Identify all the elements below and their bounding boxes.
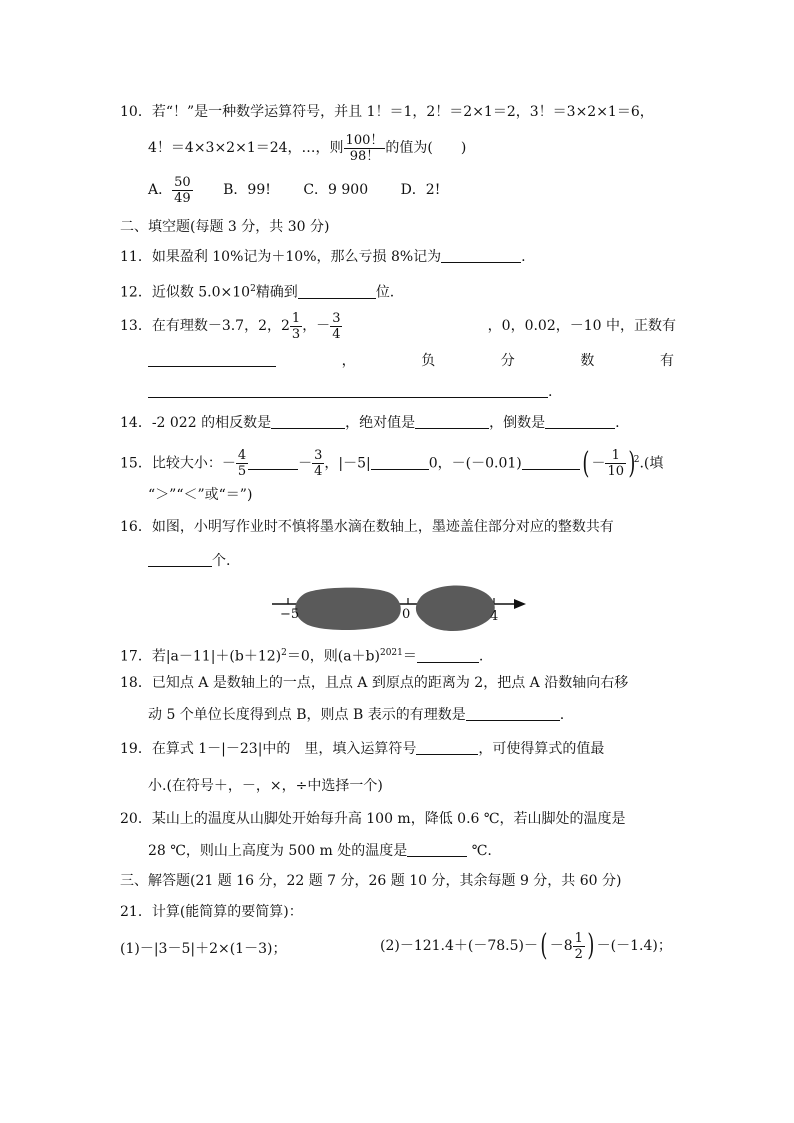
q15-blank-3[interactable] xyxy=(522,455,580,470)
q15-pre: 15．比较大小：－ xyxy=(120,455,236,472)
ink-blot-left xyxy=(295,588,401,630)
q15-exponent: 2 xyxy=(633,455,640,465)
q13-frac-num: 3 xyxy=(332,310,341,326)
q15-fraction-1 xyxy=(236,448,248,479)
q17-answer-blank[interactable] xyxy=(417,648,479,663)
q17-exponent-2: 2021 xyxy=(379,648,403,658)
q21-p2-num: 1 xyxy=(574,930,583,946)
q20-line1: 20．某山上的温度从山脚处开始每升高 100 m，降低 0.6 ℃，若山脚处的温度是 xyxy=(120,811,626,827)
q20-line2-pre: 28 ℃，则山上高度为 500 m 处的温度是 xyxy=(148,843,408,859)
q20-end: ℃. xyxy=(467,843,492,859)
ink-blot-right xyxy=(416,585,495,631)
q17-eq: ＝ xyxy=(402,648,417,665)
q18-line1: 18．已知点 A 是数轴上的一点，且点 A 到原点的距离为 2，把点 A 沿数轴向右移 xyxy=(120,675,629,691)
q10-line1: 10．若“！”是一种数学运算符号，并且 1！＝1，2！＝2×1＝2，3！＝3×2×1＝6， xyxy=(120,104,654,120)
q13-end: . xyxy=(548,384,553,400)
q13-line3 xyxy=(148,383,552,401)
q14-reciprocal-blank[interactable] xyxy=(545,414,615,429)
q19-pre: 19．在算式 1－|－23|中的 里，填入运算符号 xyxy=(120,741,417,757)
q14-opposite-blank[interactable] xyxy=(271,414,345,429)
q10-options xyxy=(148,172,440,208)
q15-blank-2[interactable] xyxy=(371,455,429,470)
q17-exponent-1: 2 xyxy=(281,648,287,658)
q13-line1 xyxy=(120,308,676,344)
q13-positive-blank[interactable] xyxy=(148,352,276,367)
q12-end: 位. xyxy=(375,284,395,301)
q20-answer-blank[interactable] xyxy=(407,842,467,857)
number-line-figure xyxy=(268,582,534,634)
q19-line1 xyxy=(120,740,604,758)
q13-post: ，0，0.02，－10 中，正数有 xyxy=(487,318,676,334)
q21-title: 21．计算(能简算的要简算)： xyxy=(120,904,303,920)
q15-fraction-3 xyxy=(605,448,626,479)
q18-answer-blank[interactable] xyxy=(466,706,560,721)
q13-mixed-fraction xyxy=(290,311,302,342)
q18-end: . xyxy=(559,707,565,723)
q15-fraction-2 xyxy=(312,448,324,479)
q13-mixed-num: 1 xyxy=(291,310,301,326)
q13-word-2: 分 xyxy=(500,353,515,369)
q10-option-a-den: 49 xyxy=(174,190,191,206)
q12 xyxy=(120,280,394,302)
q16-end: 个. xyxy=(212,553,231,569)
q13-negative-fraction-blank[interactable] xyxy=(148,383,548,398)
q15-paren-open: ( xyxy=(582,445,590,481)
q15-neg: － xyxy=(591,455,606,472)
q12-mid: 精确到 xyxy=(255,284,298,301)
q10-frac-den: 98！ xyxy=(349,148,380,164)
q21-paren-open: ( xyxy=(540,928,548,963)
q13-word-1: 负 xyxy=(421,353,436,369)
q13-fraction xyxy=(330,311,342,342)
q15-f1-num: 4 xyxy=(237,448,247,464)
q13-frac-den: 4 xyxy=(332,326,341,342)
q15-post: .(填 xyxy=(639,455,664,472)
q15-f3-num: 1 xyxy=(605,448,626,464)
q19-line2: 小.(在符号＋，－，×，÷中选择一个) xyxy=(148,778,383,794)
q15-line2: “＞”“＜”或“＝”) xyxy=(148,487,253,503)
q20-line2 xyxy=(148,842,492,860)
q11-end: . xyxy=(521,249,526,265)
q14-part-c: ，倒数是 xyxy=(489,415,546,431)
q13-word-3: 数 xyxy=(580,353,595,369)
q11-answer-blank[interactable] xyxy=(441,248,521,263)
q15-mid2: ，|－5| xyxy=(324,455,371,472)
q12-text: 12．近似数 5.0×10 xyxy=(120,284,251,301)
q15-f2-den: 4 xyxy=(314,464,323,480)
q17-mid: ＝0，则(a＋b) xyxy=(286,648,380,665)
tick-label-left: −5 xyxy=(280,607,300,622)
q10-option-d: D．2! xyxy=(400,182,441,198)
q10-option-a-num: 50 xyxy=(174,174,191,190)
q15-blank-1[interactable] xyxy=(248,455,298,470)
q11-text: 11．如果盈利 10%记为＋10%，那么亏损 8%记为 xyxy=(120,249,442,265)
q18-line2 xyxy=(148,706,564,724)
q16-answer-blank[interactable] xyxy=(148,552,212,567)
tick-label-right: 4 xyxy=(490,609,499,624)
q17-end: . xyxy=(478,648,484,665)
q21-paren-close: ) xyxy=(587,928,595,963)
q10-line2 xyxy=(148,130,466,166)
q19-post: ，可使得算式的值最 xyxy=(478,741,605,757)
q15-line1 xyxy=(120,440,663,484)
q16-line1: 16．如图，小明写作业时不慎将墨水滴在数轴上，墨迹盖住部分对应的整数共有 xyxy=(120,519,614,535)
q21-p2-neg: －8 xyxy=(549,938,573,954)
q10-option-b: B．99! xyxy=(223,182,271,198)
q10-line2-pre: 4！＝4×3×2×1＝24，…，则 xyxy=(148,140,344,156)
q15-paren-close: ) xyxy=(628,445,636,481)
q13-mixed-den: 3 xyxy=(291,326,301,342)
q17-pre: 17．若|a－11|＋(b＋12) xyxy=(120,648,282,665)
q19-answer-blank[interactable] xyxy=(416,740,478,755)
q11 xyxy=(120,248,526,266)
q10-fraction xyxy=(344,133,386,164)
section-2-heading: 二、填空题(每题 3 分，共 30 分) xyxy=(120,219,330,235)
q21-p2-post: －(－1.4)； xyxy=(596,938,672,954)
q14-part-a: 14．-2 022 的相反数是 xyxy=(120,415,272,431)
q14 xyxy=(120,414,620,432)
q13-line2 xyxy=(148,352,674,370)
q15-mid3: 0，－(－0.01) xyxy=(428,455,522,472)
q13-mid: ，－ xyxy=(302,318,331,334)
q13-part1 xyxy=(120,308,342,344)
q18-line2-pre: 动 5 个单位长度得到点 B，则点 B 表示的有理数是 xyxy=(148,707,466,723)
q21-p2-fraction xyxy=(573,931,585,962)
q17 xyxy=(120,644,483,666)
number-line-arrow xyxy=(514,599,526,609)
q21-p2-pre: (2)－121.4＋(－78.5)－ xyxy=(380,938,539,954)
section-3-heading: 三、解答题(21 题 16 分，22 题 7 分，26 题 10 分，其余每题 9 分，共 60 分) xyxy=(120,873,622,889)
q16-line2 xyxy=(148,552,230,570)
q10-option-a-fraction xyxy=(172,175,193,206)
q14-end: . xyxy=(615,415,620,431)
q10-option-c: C．9 900 xyxy=(303,182,369,198)
q14-absolute-blank[interactable] xyxy=(415,414,489,429)
q15-f2-num: 3 xyxy=(314,448,323,464)
q15-f3-den: 10 xyxy=(607,464,625,480)
q10-line2-post: 的值为( ) xyxy=(385,140,467,156)
q13-word-4: 有 xyxy=(659,353,674,369)
q21-part2 xyxy=(380,926,672,966)
tick-label-zero: 0 xyxy=(402,607,411,622)
q14-part-b: ，绝对值是 xyxy=(345,415,416,431)
q10-option-a-label: A． xyxy=(148,182,173,198)
q21-part1: (1)－|3－5|＋2×(1－3)； xyxy=(120,941,287,957)
q10-frac-num: 100！ xyxy=(345,132,384,148)
q13-pre: 13．在有理数－3.7，2，2 xyxy=(120,318,290,334)
q13-comma: ， xyxy=(341,353,356,369)
q12-answer-blank[interactable] xyxy=(298,284,376,299)
q15-mid1: － xyxy=(298,455,313,472)
q12-exponent: 2 xyxy=(250,284,256,294)
q15-f1-den: 5 xyxy=(237,464,247,480)
q21-p2-den: 2 xyxy=(574,946,583,962)
